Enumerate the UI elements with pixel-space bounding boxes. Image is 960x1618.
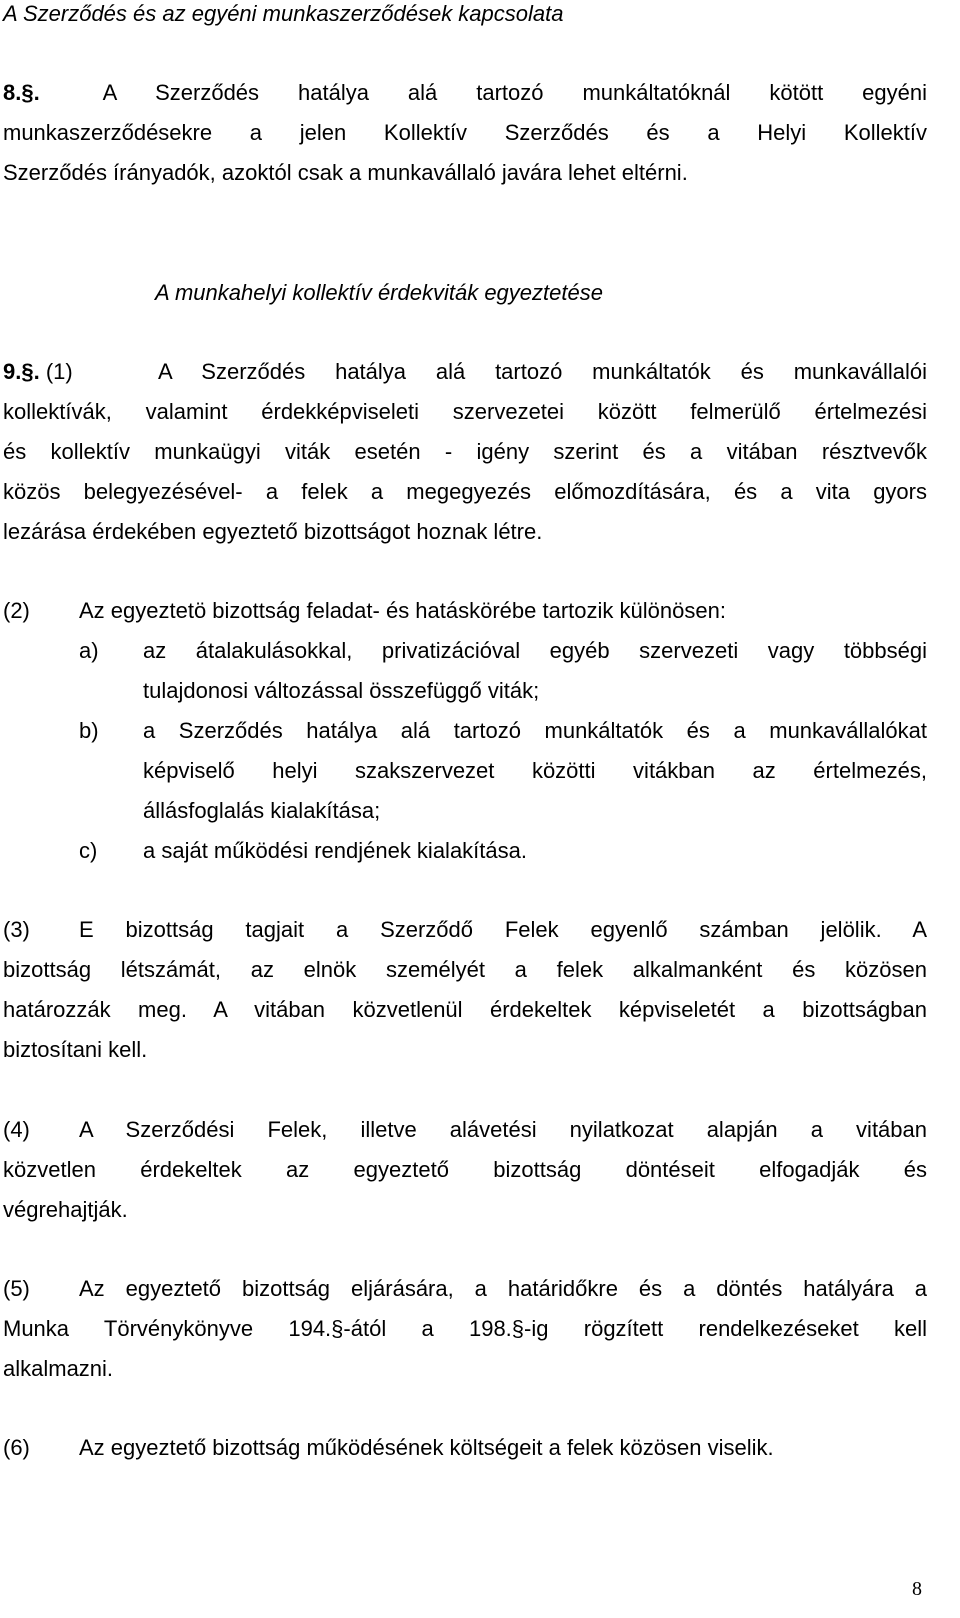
paragraph-line: 8.§. A Szerződés hatálya alá tartozó munkáltatóknál kötött egyéni <box>3 80 927 105</box>
paragraph-label: (2) <box>3 598 30 623</box>
paragraph-line: biztosítani kell. <box>3 1037 148 1062</box>
paragraph-label: (5) <box>3 1276 30 1301</box>
section-heading: A Szerződés és az egyéni munkaszerződések kapcsolata <box>3 1 564 26</box>
paragraph-line: Szerződés írányadók, azoktól csak a munkavállaló javára lehet eltérni. <box>3 160 688 185</box>
section-number: 9.§. <box>3 359 40 384</box>
paragraph-line: Munka Törvénykönyve 194.§-ától a 198.§-ig rögzített rendelkezéseket kell <box>3 1316 927 1341</box>
list-item-line: tulajdonosi változással összefüggő viták; <box>143 678 540 703</box>
list-item-line: állásfoglalás kialakítása; <box>143 798 381 823</box>
paragraph-line: és kollektív munkaügyi viták esetén - igény szerint és a vitában résztvevők <box>3 439 927 464</box>
list-item-label: a) <box>79 638 99 663</box>
list-item-label: b) <box>79 718 99 743</box>
section-number: 8.§. <box>3 80 40 105</box>
paragraph-line: kollektívák, valamint érdekképviseleti szervezetei között felmerülő értelmezési <box>3 399 927 424</box>
paragraph-line: E bizottság tagjait a Szerződő Felek egyenlő számban jelölik. A <box>79 917 927 942</box>
paragraph-line: határozzák meg. A vitában közvetlenül érdekeltek képviseletét a bizottságban <box>3 997 927 1022</box>
list-item-line: a saját működési rendjének kialakítása. <box>143 838 527 863</box>
paragraph-label: (1) <box>45 359 73 384</box>
paragraph-line: lezárása érdekében egyeztető bizottságot hoznak létre. <box>3 519 543 544</box>
paragraph-line: Az egyeztetö bizottság feladat- és hatáskörébe tartozik különösen: <box>79 598 726 623</box>
paragraph-label: (4) <box>3 1117 30 1142</box>
paragraph-line: alkalmazni. <box>3 1356 114 1381</box>
list-item-line: a Szerződés hatálya alá tartozó munkáltatók és a munkavállalókat <box>143 718 927 743</box>
list-item-line: az átalakulásokkal, privatizációval egyéb szervezeti vagy többségi <box>143 638 927 663</box>
paragraph-line: munkaszerződésekre a jelen Kollektív Szerződés és a Helyi Kollektív <box>3 120 927 145</box>
list-item-line: képviselő helyi szakszervezet közötti vitákban az értelmezés, <box>143 758 927 783</box>
page-number: 8 <box>912 1578 922 1600</box>
paragraph-label: (6) <box>3 1435 30 1460</box>
paragraph-line: Az egyeztető bizottság eljárására, a határidőkre és a döntés hatályára a <box>79 1276 927 1301</box>
paragraph-line: közvetlen érdekeltek az egyeztető bizottság döntéseit elfogadják és <box>3 1157 927 1182</box>
paragraph-line: bizottság létszámát, az elnök személyét a felek alkalmanként és közösen <box>3 957 927 982</box>
paragraph-line: közös belegyezésével- a felek a megegyezés előmozdítására, és a vita gyors <box>3 479 927 504</box>
paragraph-label: (3) <box>3 917 30 942</box>
paragraph-line: A Szerződési Felek, illetve alávetési nyilatkozat alapján a vitában <box>79 1117 927 1142</box>
paragraph-line: A Szerződés hatálya alá tartozó munkáltatók és munkavállalói <box>158 359 927 384</box>
section-heading: A munkahelyi kollektív érdekviták egyeztetése <box>155 280 603 305</box>
paragraph-line: Az egyeztető bizottság működésének költségeit a felek közösen viselik. <box>79 1435 774 1460</box>
paragraph-line <box>3 359 73 385</box>
paragraph-line: végrehajtják. <box>3 1197 128 1222</box>
list-item-label: c) <box>79 838 98 863</box>
